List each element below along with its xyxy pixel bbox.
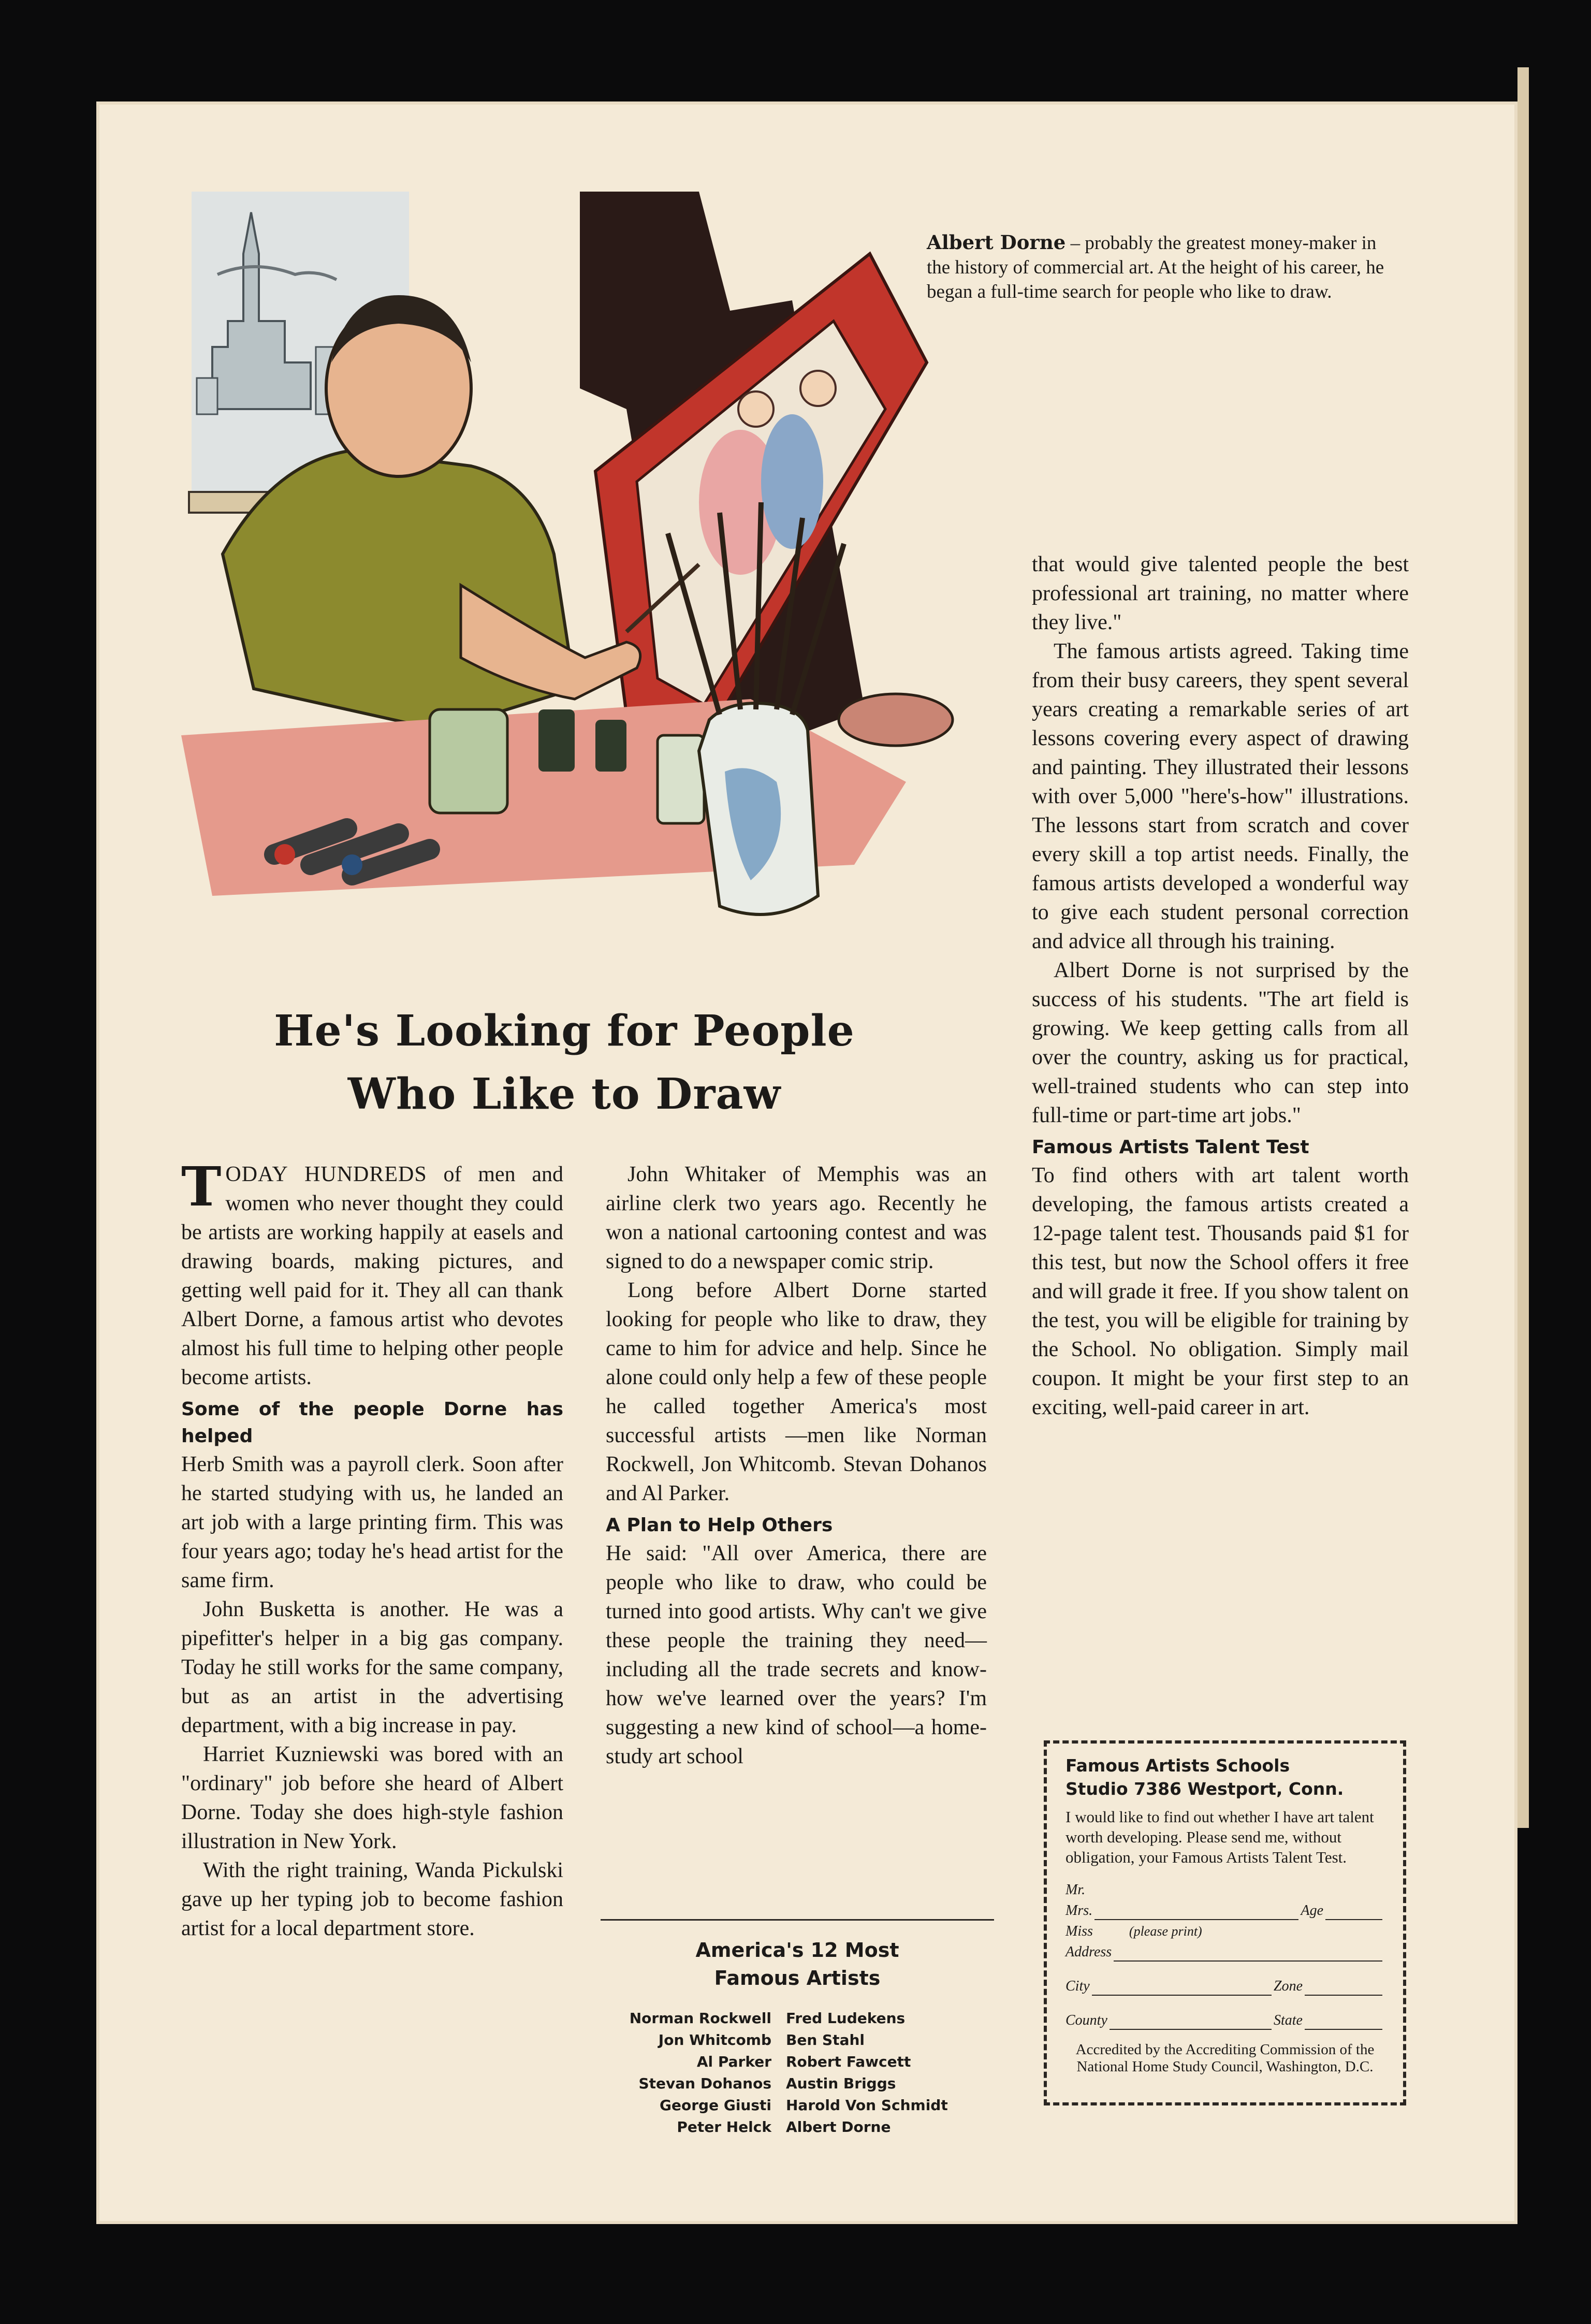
col1-paragraph-2: Herb Smith was a payroll clerk. Soon after he started studying with us, he landed an art job with a large printing firm. This was four years ago; today he's head artist for the same firm. [181,1452,563,1592]
artist-name: Robert Fawcett [786,2053,911,2070]
illustration-caption [927,230,1393,304]
article-column-1 [181,1155,563,1943]
famous-artists-list [601,1919,994,2138]
artist-name: Jon Whitcomb [658,2031,771,2049]
col3-paragraph-1: that would give talented people the best professional art training, no matter where they live." [1032,553,1409,634]
article-column-2 [606,1160,987,1771]
field-label-zone: Zone [1274,1978,1303,1994]
artists-right-column [786,2008,993,2138]
coupon-school-name: Famous Artists Schools [1065,1755,1290,1776]
col1-paragraph-3: John Busketta is another. He was a pipefitter's helper in a big gas company. Today he still works for the same company, but as an artist in the advertising department, with a big increase in pay. [181,1597,563,1737]
coupon-studio-line [1065,1777,1384,1800]
field-label-address: Address [1065,1944,1112,1960]
coupon-studio-prefix: Studio [1065,1779,1128,1799]
artist-name: Albert Dorne [786,2118,891,2136]
field-label-city: City [1065,1978,1090,1994]
coupon-body: I would like to find out whether I have art talent worth developing. Please send me, without obligation, your Famous Artists Talent Test. [1065,1808,1374,1866]
artist-name: Stevan Dohanos [638,2075,771,2092]
caption-text: – probably the greatest money-maker in the history of commercial art. At the height of his career, he began a full-time search for people who like to draw. [927,233,1384,302]
article-column-3 [1032,550,1409,1422]
col3-subheading: Famous Artists Talent Test [1032,1137,1309,1158]
coupon-accreditation: Accredited by the Accrediting Commission of the National Home Study Council, Washington, D.C. [1075,2041,1375,2075]
coupon-studio-number: 7386 [1134,1779,1181,1799]
artist-name: Norman Rockwell [629,2010,771,2027]
field-label-mrs: Mrs. [1065,1902,1093,1919]
headline [186,999,942,1126]
col2-paragraph-2: Long before Albert Dorne started looking for people who like to draw, they came to him for advice and help. Since he alone could only help a few of these people he called together America's most successful artists —men like Norman Rockwell, Jon Whitcomb. Stevan Dohanos and Al Parker. [606,1279,987,1505]
artist-name: Peter Helck [677,2118,771,2136]
albert-dorne-illustration [181,192,999,968]
col2-paragraph-1: John Whitaker of Memphis was an airline clerk two years ago. Recently he won a national cartooning contest and was signed to do a newspaper comic strip. [606,1163,987,1273]
col1-paragraph-5: With the right training, Wanda Pickulski gave up her typing job to become fashion artist for a local department store. [181,1858,563,1940]
coupon-location: Westport, Conn. [1187,1779,1344,1799]
headline-line-2: Who Like to Draw [347,1069,781,1119]
artists-title-line-1: America's 12 Most [695,1939,899,1962]
artist-name: Fred Ludekens [786,2010,906,2027]
col3-paragraph-3: Albert Dorne is not surprised by the success of his students. "The art field is growing. We keep getting calls from all over the country, asking us for practical, well-trained students who can step into full-time or part-time art jobs." [1032,958,1409,1127]
col2-paragraph-3: He said: "All over America, there are people who like to draw, who could be turned into good artists. Why can't we give these people the training they need—including all the trade secrets and know-how we've learned over the years? I'm suggesting a new kind of school—a home-study art school [606,1542,987,1768]
field-label-miss: Miss [1065,1923,1093,1939]
artist-name: Al Parker [696,2053,771,2070]
coupon-field-address[interactable] [1065,1943,1384,1962]
coupon-field-mrs[interactable] [1065,1901,1384,1920]
coupon-field-mr[interactable] [1065,1881,1384,1899]
field-label-state: State [1274,2012,1303,2028]
artists-left-column [601,2008,786,2138]
page-edge [1517,67,1529,1828]
headline-line-1: He's Looking for People [274,1006,855,1056]
field-label-mr: Mr. [1065,1882,1086,1898]
col3-paragraph-4: To find others with art talent worth developing, the famous artists created a 12-page talent test. Thousands paid $1 for this test, but now the School offers it free and will grade it free. If you show talent on the test, you will be eligible for training by the School. No obligation. Simply mail coupon. It might be your first step to an exciting, well-paid career in art. [1032,1164,1409,1419]
caption-name: Albert Dorne [927,231,1066,254]
artist-name: Ben Stahl [786,2031,865,2049]
lead-in: ODAY HUNDREDS [225,1163,427,1186]
field-label-age: Age [1301,1902,1323,1919]
col1-p1-text: of men and women who never thought they could be artists are working happily at easels and drawing boards, making pictures, and getting well paid for it. They all can thank Albert Dorne, a famous artist who devotes almost his full time to helping other people become artists. [181,1163,563,1389]
coupon-field-county[interactable] [1065,2011,1384,2030]
artists-list-title [601,1936,994,1992]
artist-name: George Giusti [660,2097,771,2114]
col1-paragraph-4: Harriet Kuzniewski was bored with an "ordinary" job before she heard of Albert Dorne. Today she does high-style fashion illustration in New York. [181,1742,563,1853]
drop-cap: T [181,1155,222,1218]
col1-subheading: Some of the people Dorne has helped [181,1399,563,1447]
artists-names [601,2008,994,2138]
artist-name: Austin Briggs [786,2075,896,2092]
col1-paragraph-1 [181,1155,563,1392]
mail-coupon[interactable] [1044,1740,1406,2105]
artist-name: Harold Von Schmidt [786,2097,948,2114]
col2-subheading: A Plan to Help Others [606,1515,833,1536]
field-label-county: County [1065,2012,1107,2028]
col3-paragraph-2: The famous artists agreed. Taking time from their busy careers, they spent several years creating a remarkable series of art lessons covering every aspect of drawing and painting. They illustrated their lessons with over 5,000 "here's-how" illustrations. The lessons start from scratch and cover every skill a top artist needs. Finally, the famous artists developed a wonderful way to give each student personal correction and advice all through his training. [1032,640,1409,953]
coupon-field-city[interactable] [1065,1977,1384,1996]
please-print-note: (please print) [1129,1924,1202,1939]
artists-title-line-2: Famous Artists [714,1967,881,1989]
coupon-field-miss[interactable] [1065,1922,1384,1941]
